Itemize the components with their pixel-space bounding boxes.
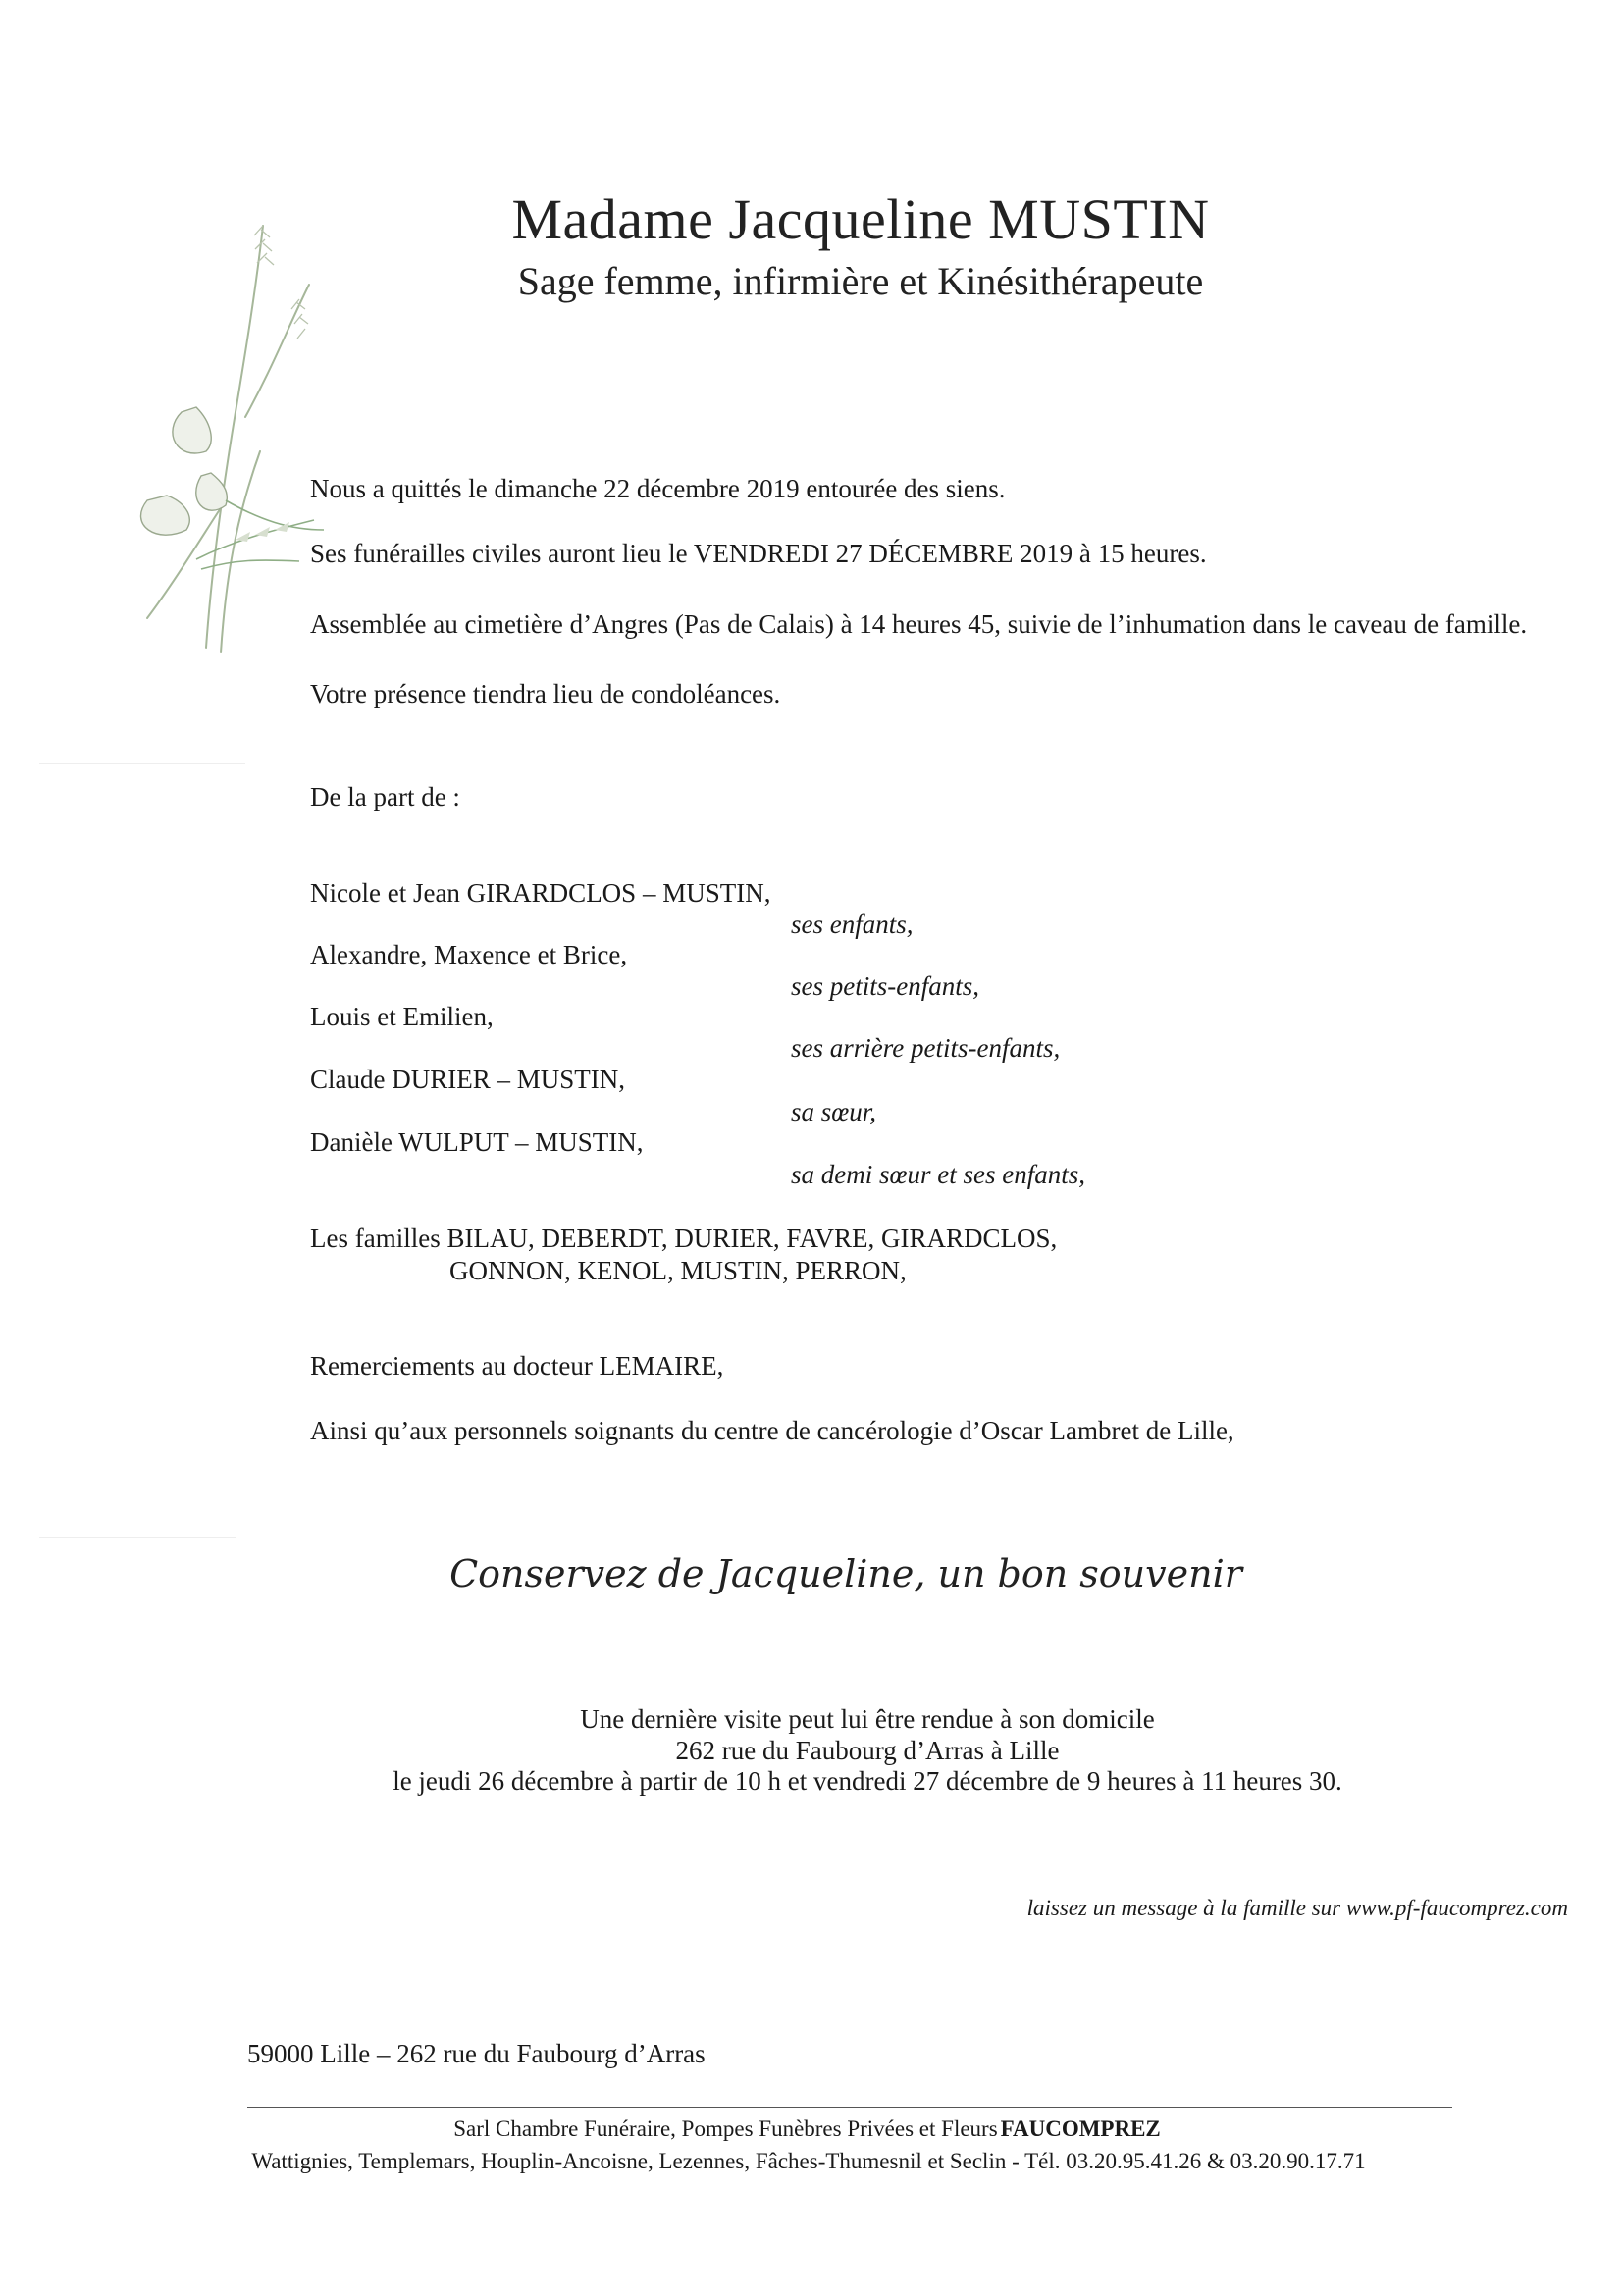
announcement-line: Nous a quittés le dimanche 22 décembre 2019 entourée des siens. bbox=[310, 474, 1006, 503]
footer-divider bbox=[247, 2107, 1452, 2108]
family-names: Nicole et Jean GIRARDCLOS – MUSTIN, bbox=[310, 878, 771, 908]
family-relation: ses enfants, bbox=[791, 910, 914, 939]
deceased-name: Madame Jacqueline MUSTIN bbox=[511, 187, 1210, 251]
family-relation: sa demi sœur et ses enfants, bbox=[791, 1160, 1085, 1189]
footer-company-name: FAUCOMPREZ bbox=[1000, 2116, 1161, 2141]
family-relation: sa sœur, bbox=[791, 1097, 877, 1126]
visit-line: le jeudi 26 décembre à partir de 10 h et vendredi 27 décembre de 9 heures à 11 heures 30. bbox=[393, 1766, 1342, 1796]
families-line: GONNON, KENOL, MUSTIN, PERRON, bbox=[449, 1256, 907, 1285]
thanks-line: Remerciements au docteur LEMAIRE, bbox=[310, 1351, 724, 1381]
thanks-line: Ainsi qu’aux personnels soignants du centre de cancérologie d’Oscar Lambret de Lille, bbox=[310, 1416, 1234, 1445]
faint-scan-line bbox=[39, 1537, 236, 1538]
announcement-line: Ses funérailles civiles auront lieu le VENDREDI 27 DÉCEMBRE 2019 à 15 heures. bbox=[310, 539, 1207, 568]
visit-line: Une dernière visite peut lui être rendue à son domicile bbox=[580, 1704, 1155, 1734]
footer-locations: Wattignies, Templemars, Houplin-Ancoisne, Lezennes, Fâches-Thumesnil et Seclin - Tél. 03.20.95.41.26 & 03.20.90.17.71 bbox=[251, 2149, 1366, 2173]
visit-line: 262 rue du Faubourg d’Arras à Lille bbox=[675, 1736, 1060, 1765]
profession: Sage femme, infirmière et Kinésithérapeute bbox=[517, 259, 1204, 303]
announcement-line: Votre présence tiendra lieu de condoléances. bbox=[310, 679, 781, 708]
message-link[interactable]: laissez un message à la famille sur www.pf-faucomprez.com bbox=[1026, 1896, 1568, 1920]
footer-company-prefix: Sarl Chambre Funéraire, Pompes Funèbres Privées et Fleurs bbox=[453, 2116, 998, 2141]
families-line: Les familles BILAU, DEBERDT, DURIER, FAVRE, GIRARDCLOS, bbox=[310, 1224, 1058, 1253]
family-names: Alexandre, Maxence et Brice, bbox=[310, 940, 628, 969]
remembrance-line: Conservez de Jacqueline, un bon souvenir bbox=[449, 1552, 1242, 1595]
family-names: Claude DURIER – MUSTIN, bbox=[310, 1065, 625, 1094]
family-names: Danièle WULPUT – MUSTIN, bbox=[310, 1127, 644, 1157]
family-relation: ses petits-enfants, bbox=[791, 971, 979, 1001]
footer-company bbox=[0, 2116, 1623, 2142]
from-label: De la part de : bbox=[310, 782, 460, 811]
funeral-home-address: 59000 Lille – 262 rue du Faubourg d’Arras bbox=[247, 2039, 706, 2068]
announcement-line: Assemblée au cimetière d’Angres (Pas de Calais) à 14 heures 45, suivie de l’inhumation dans le caveau de famille. bbox=[310, 609, 1528, 639]
faint-scan-line bbox=[39, 763, 245, 764]
family-relation: ses arrière petits-enfants, bbox=[791, 1033, 1061, 1063]
family-names: Louis et Emilien, bbox=[310, 1002, 494, 1031]
